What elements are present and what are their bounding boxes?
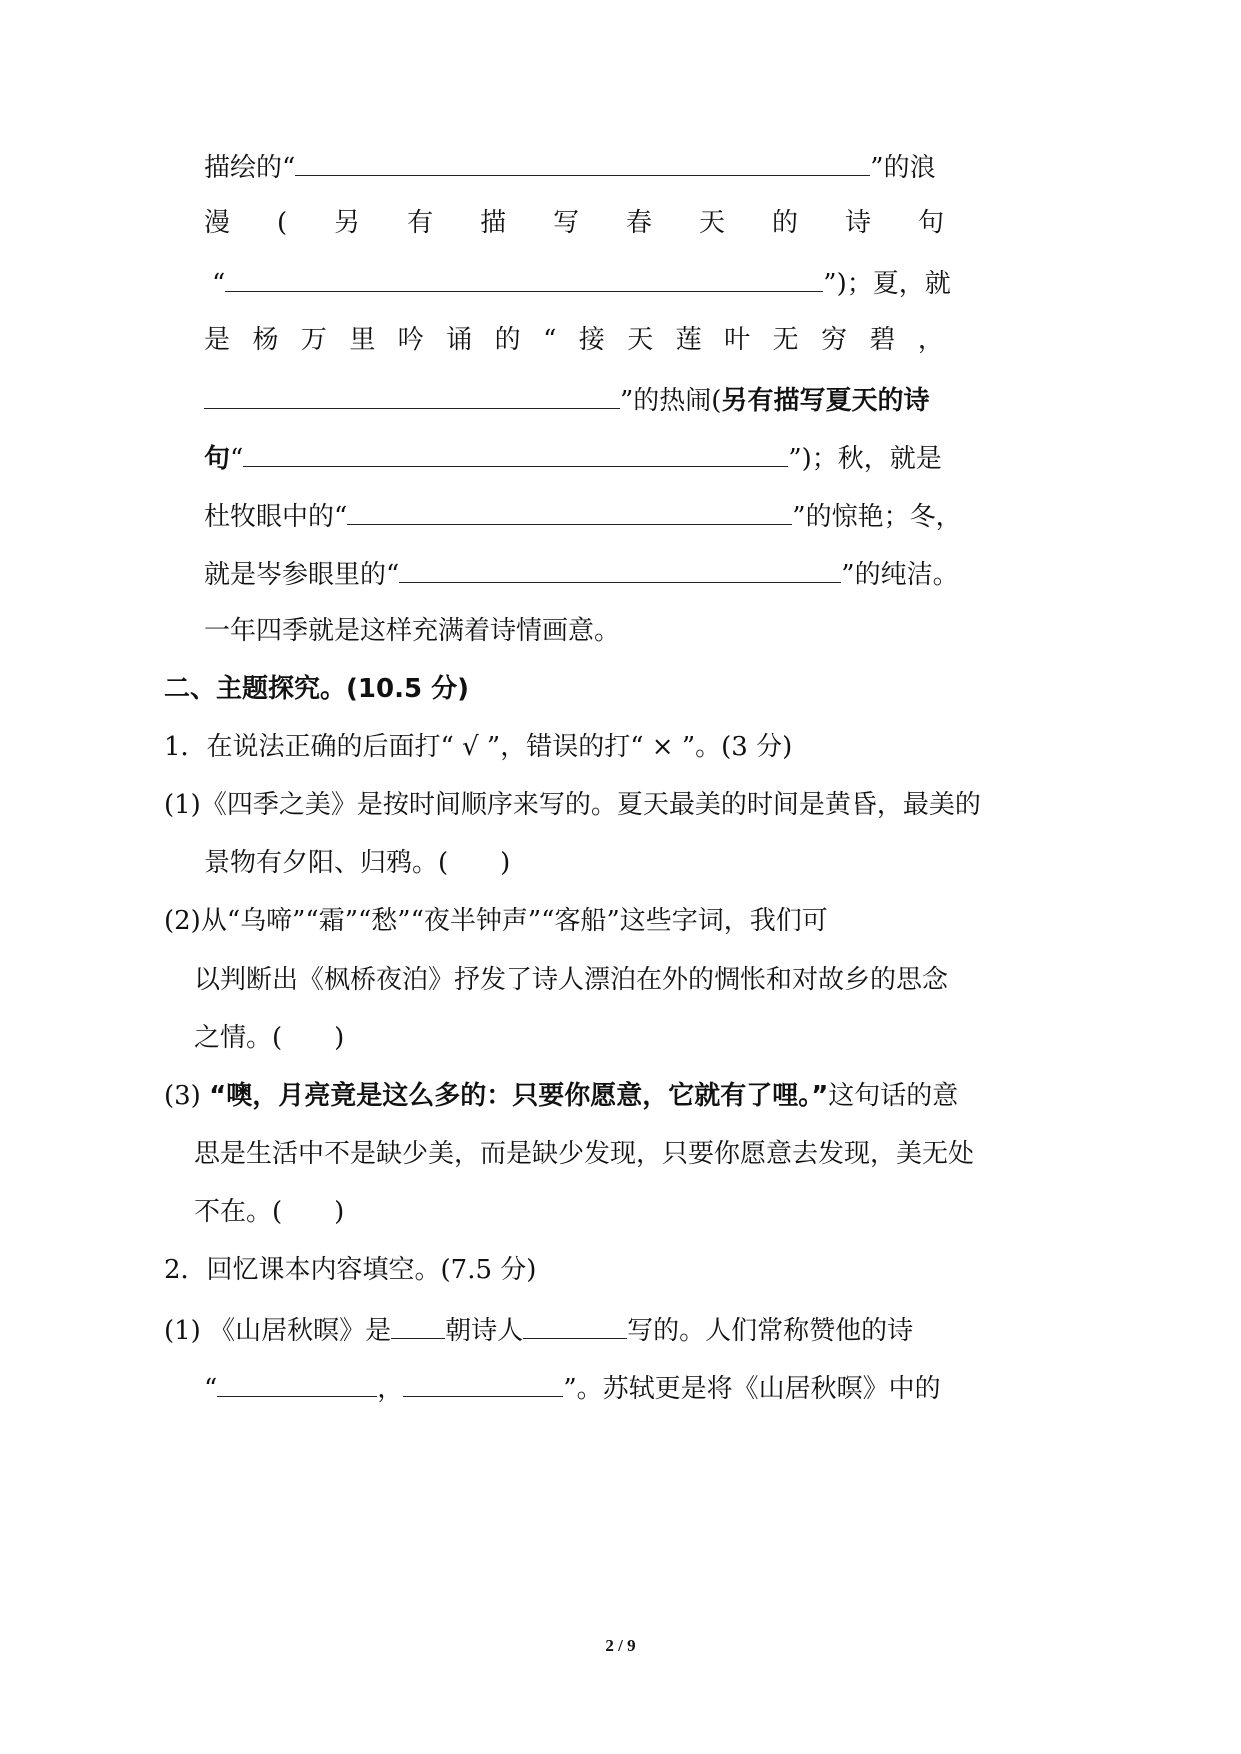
answer-blank[interactable] <box>204 378 620 409</box>
text: ”)；夏，就 <box>823 269 951 299</box>
char: 吟 <box>397 325 424 355</box>
answer-blank[interactable] <box>347 494 792 525</box>
q1-item-2-line-1 <box>164 901 828 941</box>
q1-item-2-line-2 <box>194 960 948 1000</box>
text: 一年四季就是这样充满着诗情画意。 <box>204 616 621 646</box>
poet-blank[interactable] <box>523 1308 627 1339</box>
q1-item-1-line-1 <box>164 785 981 825</box>
item-text: 朝诗人 <box>445 1316 524 1346</box>
answer-blank[interactable] <box>243 436 788 467</box>
item-text[interactable]: 景物有夕阳、归鸦。( ) <box>204 848 511 878</box>
char: ( <box>276 208 288 238</box>
item-number: (2) <box>164 906 201 936</box>
bold-quote: “噢，月亮竟是这么多的：只要你愿意，它就有了哩。” <box>209 1081 829 1111</box>
char: 天 <box>627 325 654 355</box>
q1-item-2-line-3 <box>194 1018 344 1058</box>
passage-line-4 <box>204 320 944 360</box>
char: 另 <box>334 208 361 238</box>
char: 叶 <box>724 325 751 355</box>
question-text: 1．在说法正确的后面打“ √ ”，错误的打“ × ”。(3 分) <box>164 732 793 762</box>
passage-line-8 <box>204 552 959 592</box>
char: 碧 <box>869 325 896 355</box>
passage-line-7 <box>204 494 962 534</box>
char: 莲 <box>675 325 702 355</box>
item-text: 《四季之美》是按时间顺序来写的。夏天最美的时间是黄昏，最美的 <box>200 790 981 820</box>
char: “ <box>543 325 557 355</box>
char: 是 <box>204 325 231 355</box>
passage-line-3 <box>212 261 951 301</box>
q2-item-1-line-1 <box>164 1308 913 1348</box>
char: 杨 <box>252 325 279 355</box>
text: ”。苏轼更是将《山居秋暝》中的 <box>563 1374 941 1404</box>
q1-item-3-line-1 <box>164 1076 958 1116</box>
item-number: (1) <box>164 790 201 820</box>
q1-item-3-line-2 <box>194 1134 974 1174</box>
text: ， <box>377 1374 404 1404</box>
answer-blank[interactable] <box>399 552 841 583</box>
q1-item-3-line-3 <box>194 1192 344 1232</box>
item-number: (1) <box>164 1316 201 1346</box>
char: ， <box>917 325 944 355</box>
section-title: 二、主题探究。(10.5 分) <box>164 674 469 704</box>
answer-blank[interactable] <box>225 261 823 292</box>
char: 接 <box>578 325 605 355</box>
question-1-title <box>164 727 792 767</box>
section-heading <box>164 669 469 709</box>
char: 诗 <box>845 208 872 238</box>
text: “ <box>212 269 226 299</box>
item-text[interactable]: 不在。( ) <box>194 1197 345 1227</box>
item-text: 这句话的意 <box>828 1081 959 1111</box>
bold-text: 句 <box>204 444 231 474</box>
char: 穷 <box>820 325 847 355</box>
question-2-title <box>164 1250 536 1290</box>
char: 描 <box>480 208 507 238</box>
item-text: 以判断出《枫桥夜泊》抒发了诗人漂泊在外的惆怅和对故乡的思念 <box>194 965 949 995</box>
item-text[interactable]: 之情。( ) <box>194 1023 345 1053</box>
passage-line-5 <box>204 378 929 418</box>
text: 描绘的“ <box>204 153 296 183</box>
passage-line-2 <box>204 203 944 243</box>
answer-blank[interactable] <box>217 1366 377 1397</box>
text: “ <box>204 1374 218 1404</box>
text: ”的浪 <box>870 153 936 183</box>
dynasty-blank[interactable] <box>391 1308 445 1339</box>
item-number: (3) <box>164 1081 201 1111</box>
answer-blank[interactable] <box>295 145 870 176</box>
text: ”)；秋，就是 <box>788 444 942 474</box>
text: ”的热闹( <box>620 386 722 416</box>
passage-line-6 <box>204 436 942 476</box>
question-text: 2．回忆课本内容填空。(7.5 分) <box>164 1255 537 1285</box>
char: 有 <box>407 208 434 238</box>
text: ”的惊艳；冬， <box>792 502 962 532</box>
text: ”的纯洁。 <box>841 560 959 590</box>
char: 的 <box>772 208 799 238</box>
item-text: 写的。人们常称赞他的诗 <box>627 1316 914 1346</box>
char: 万 <box>300 325 327 355</box>
char: 天 <box>699 208 726 238</box>
item-text: 从“乌啼”“霜”“愁”“夜半钟声”“客船”这些字词，我们可 <box>200 906 828 936</box>
passage-line-9 <box>204 611 620 651</box>
bold-text: 另有描写夏天的诗 <box>721 386 930 416</box>
item-text: 思是生活中不是缺少美，而是缺少发现，只要你愿意去发现，美无处 <box>194 1139 975 1169</box>
text: 杜牧眼中的“ <box>204 502 348 532</box>
text: “ <box>230 444 244 474</box>
answer-blank[interactable] <box>403 1366 563 1397</box>
char: 春 <box>626 208 653 238</box>
char: 漫 <box>204 208 231 238</box>
q1-item-1-line-2 <box>204 843 510 883</box>
q2-item-1-line-2 <box>204 1366 941 1406</box>
char: 的 <box>494 325 521 355</box>
char: 无 <box>772 325 799 355</box>
page-number: 2 / 9 <box>605 1636 636 1655</box>
text: 就是岑参眼里的“ <box>204 560 400 590</box>
item-text: 《山居秋暝》是 <box>209 1316 392 1346</box>
char: 句 <box>917 208 944 238</box>
char: 诵 <box>446 325 473 355</box>
char: 写 <box>553 208 580 238</box>
char: 里 <box>349 325 376 355</box>
passage-line-1 <box>204 145 936 185</box>
